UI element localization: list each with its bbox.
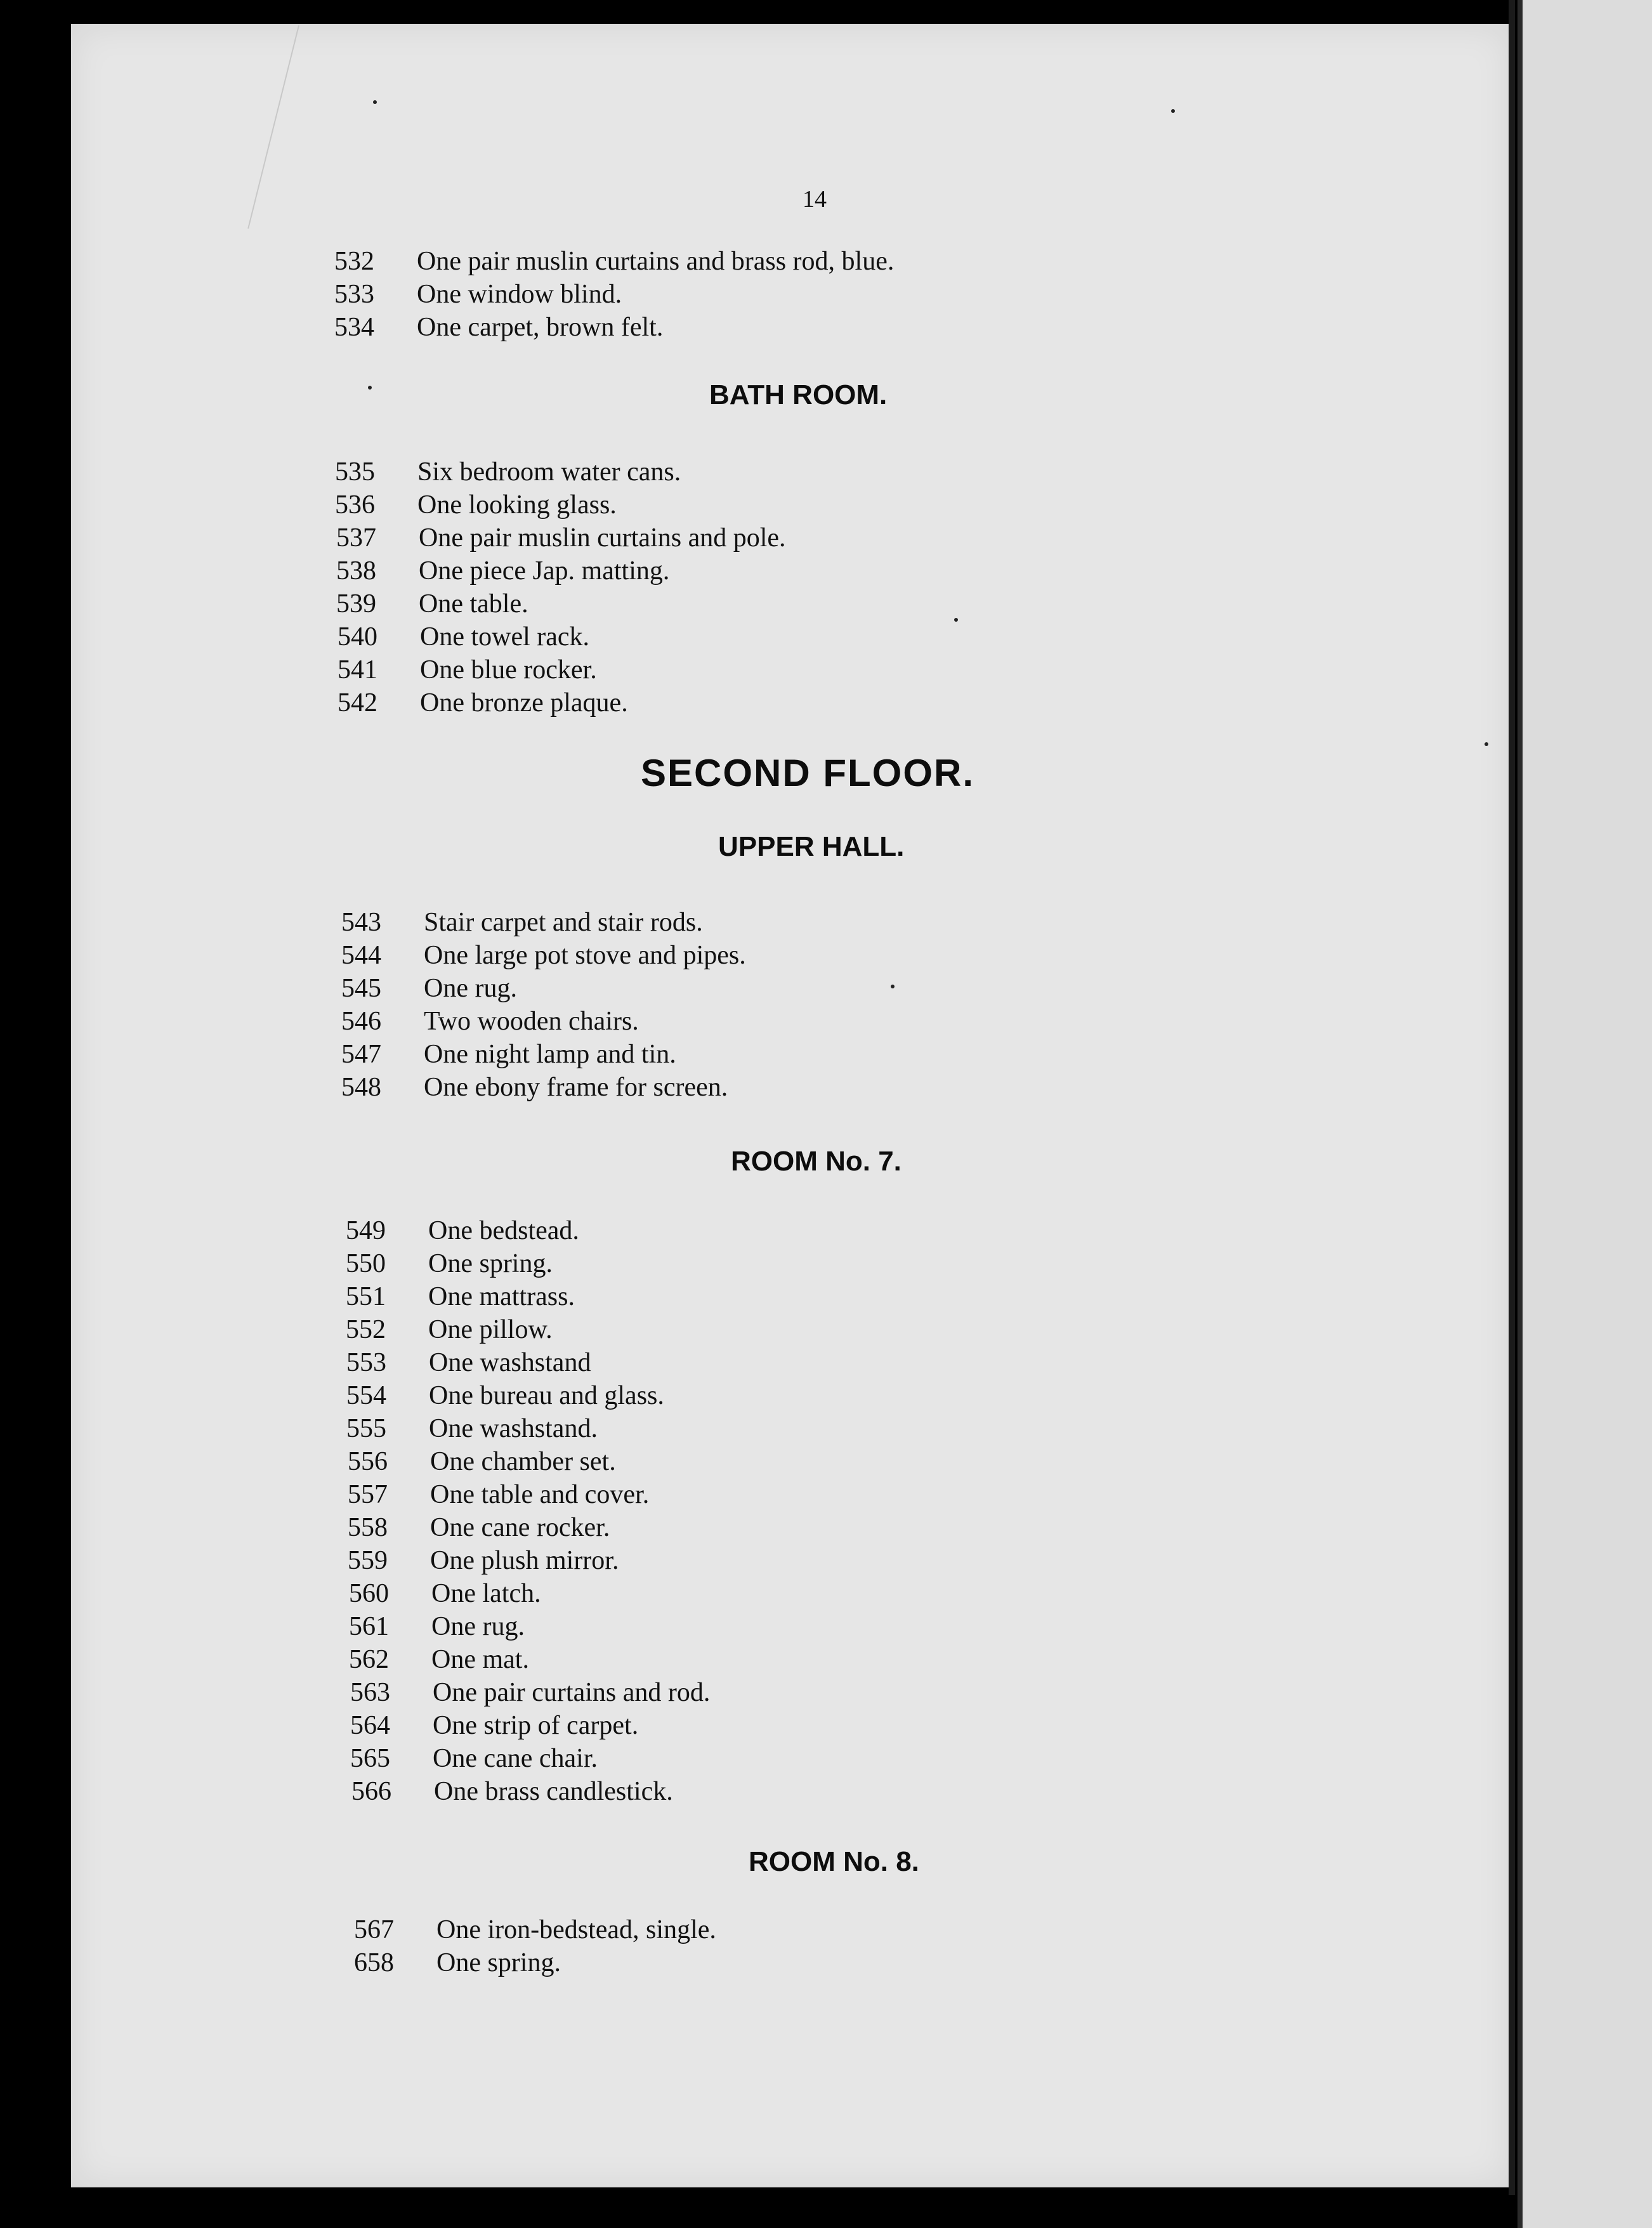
item-text: One cane chair. <box>433 1744 598 1773</box>
item-text: One large pot stove and pipes. <box>424 941 746 970</box>
inventory-item <box>338 688 628 718</box>
inventory-item <box>341 1039 676 1070</box>
inventory-item <box>336 523 786 553</box>
item-text: One pair curtains and rod. <box>433 1678 711 1707</box>
inventory-item <box>354 1915 716 1945</box>
inventory-item <box>354 1948 561 1978</box>
item-number: 539 <box>336 589 376 619</box>
item-text: One piece Jap. matting. <box>419 556 670 586</box>
item-number: 536 <box>335 490 375 520</box>
item-text: One carpet, brown felt. <box>417 313 664 342</box>
ink-speck <box>368 386 372 390</box>
section-heading-room-8: ROOM No. 8. <box>749 1846 919 1877</box>
item-number: 562 <box>349 1645 389 1674</box>
item-text: One window blind. <box>417 280 622 309</box>
item-text: One rug. <box>424 974 517 1003</box>
item-text: One pair muslin curtains and brass rod, blue. <box>417 247 895 276</box>
item-text: One night lamp and tin. <box>424 1040 676 1069</box>
item-number: 551 <box>346 1282 386 1311</box>
inventory-item <box>334 246 894 277</box>
item-number: 557 <box>348 1480 388 1509</box>
item-number: 550 <box>346 1249 386 1278</box>
item-number: 546 <box>341 1007 381 1036</box>
item-number: 560 <box>349 1579 389 1608</box>
item-text: One brass candlestick. <box>434 1777 673 1806</box>
inventory-item <box>341 907 703 938</box>
item-number: 549 <box>346 1216 386 1245</box>
item-number: 563 <box>350 1678 390 1707</box>
inventory-item <box>336 589 528 619</box>
item-number: 561 <box>349 1612 389 1641</box>
item-number: 555 <box>346 1414 386 1443</box>
item-text: One cane rocker. <box>430 1513 610 1542</box>
inventory-item <box>348 1545 619 1576</box>
item-number: 565 <box>350 1744 390 1773</box>
floor-heading: SECOND FLOOR. <box>641 752 975 794</box>
inventory-item <box>350 1743 598 1774</box>
inventory-item <box>346 1347 591 1378</box>
section-heading-bath-room: BATH ROOM. <box>709 379 888 410</box>
item-text: One ebony frame for screen. <box>424 1073 728 1102</box>
item-number: 564 <box>350 1711 390 1740</box>
inventory-item <box>350 1710 638 1741</box>
inventory-item <box>336 556 669 586</box>
item-number: 540 <box>338 622 377 652</box>
inventory-item <box>350 1677 710 1708</box>
inventory-item <box>349 1644 529 1675</box>
ink-speck <box>373 100 377 104</box>
ink-speck <box>1171 109 1175 113</box>
item-text: One spring. <box>436 1948 561 1977</box>
inventory-item <box>349 1611 525 1642</box>
item-text: One looking glass. <box>417 490 617 520</box>
item-text: One table and cover. <box>430 1480 650 1509</box>
item-text: One spring. <box>428 1249 553 1278</box>
inventory-item <box>341 1006 639 1037</box>
item-number: 559 <box>348 1546 388 1575</box>
section-heading-upper-hall: UPPER HALL. <box>718 831 905 862</box>
inventory-item <box>341 1072 728 1103</box>
ink-speck <box>891 985 895 988</box>
inventory-item <box>346 1314 553 1345</box>
item-text: One washstand <box>429 1348 591 1377</box>
item-number: 554 <box>346 1381 386 1410</box>
item-text: One strip of carpet. <box>433 1711 639 1740</box>
page-number: 14 <box>803 186 827 213</box>
inventory-item <box>334 279 622 310</box>
item-text: One bedstead. <box>428 1216 579 1245</box>
item-text: One plush mirror. <box>430 1546 619 1575</box>
inventory-item <box>351 1776 673 1807</box>
item-text: One mat. <box>431 1645 529 1674</box>
item-number: 543 <box>341 908 381 937</box>
item-text: Stair carpet and stair rods. <box>424 908 703 937</box>
item-number: 658 <box>354 1948 394 1977</box>
item-number: 553 <box>346 1348 386 1377</box>
inventory-item <box>349 1578 541 1609</box>
item-text: One towel rack. <box>420 622 590 652</box>
item-text: One washstand. <box>429 1414 598 1443</box>
inventory-item <box>334 312 663 343</box>
item-number: 544 <box>341 941 381 970</box>
section-heading-room-7: ROOM No. 7. <box>731 1146 901 1177</box>
page-fold-shadow <box>1509 0 1515 2195</box>
item-number: 545 <box>341 974 381 1003</box>
inventory-item <box>346 1281 575 1312</box>
inventory-item <box>348 1512 610 1543</box>
item-number: 541 <box>338 655 377 685</box>
inventory-item <box>341 973 517 1004</box>
item-text: Two wooden chairs. <box>424 1007 639 1036</box>
inventory-item <box>338 622 589 652</box>
item-text: One latch. <box>431 1579 541 1608</box>
ink-speck <box>1485 742 1488 746</box>
item-text: One iron-bedstead, single. <box>436 1915 716 1944</box>
item-number: 535 <box>335 457 375 487</box>
inventory-item <box>335 457 681 487</box>
item-number: 567 <box>354 1915 394 1944</box>
item-number: 552 <box>346 1315 386 1344</box>
inventory-item <box>341 940 746 971</box>
item-text: One rug. <box>431 1612 525 1641</box>
inventory-item <box>348 1446 616 1477</box>
item-text: One bronze plaque. <box>420 688 628 718</box>
inventory-item <box>346 1248 553 1279</box>
item-text: One table. <box>419 589 528 619</box>
item-number: 547 <box>341 1040 381 1069</box>
item-number: 542 <box>338 688 377 718</box>
item-number: 566 <box>351 1777 391 1806</box>
inventory-item <box>346 1216 579 1246</box>
item-text: One pillow. <box>428 1315 553 1344</box>
inventory-item <box>348 1479 649 1510</box>
item-number: 537 <box>336 523 376 553</box>
item-text: One blue rocker. <box>420 655 597 685</box>
item-number: 556 <box>348 1447 388 1476</box>
item-text: One bureau and glass. <box>429 1381 664 1410</box>
item-text: One chamber set. <box>430 1447 616 1476</box>
inventory-item <box>338 655 597 685</box>
item-number: 538 <box>336 556 376 586</box>
item-number: 558 <box>348 1513 388 1542</box>
inventory-item <box>346 1413 598 1444</box>
item-text: One pair muslin curtains and pole. <box>419 523 786 553</box>
item-number: 533 <box>334 280 374 309</box>
inventory-item <box>346 1380 664 1411</box>
item-text: One mattrass. <box>428 1282 575 1311</box>
ink-speck <box>954 618 958 622</box>
item-number: 532 <box>334 247 374 276</box>
facing-page-edge <box>1518 0 1652 2228</box>
item-number: 548 <box>341 1073 381 1102</box>
item-text: Six bedroom water cans. <box>417 457 681 487</box>
item-number: 534 <box>334 313 374 342</box>
inventory-item <box>335 490 617 520</box>
